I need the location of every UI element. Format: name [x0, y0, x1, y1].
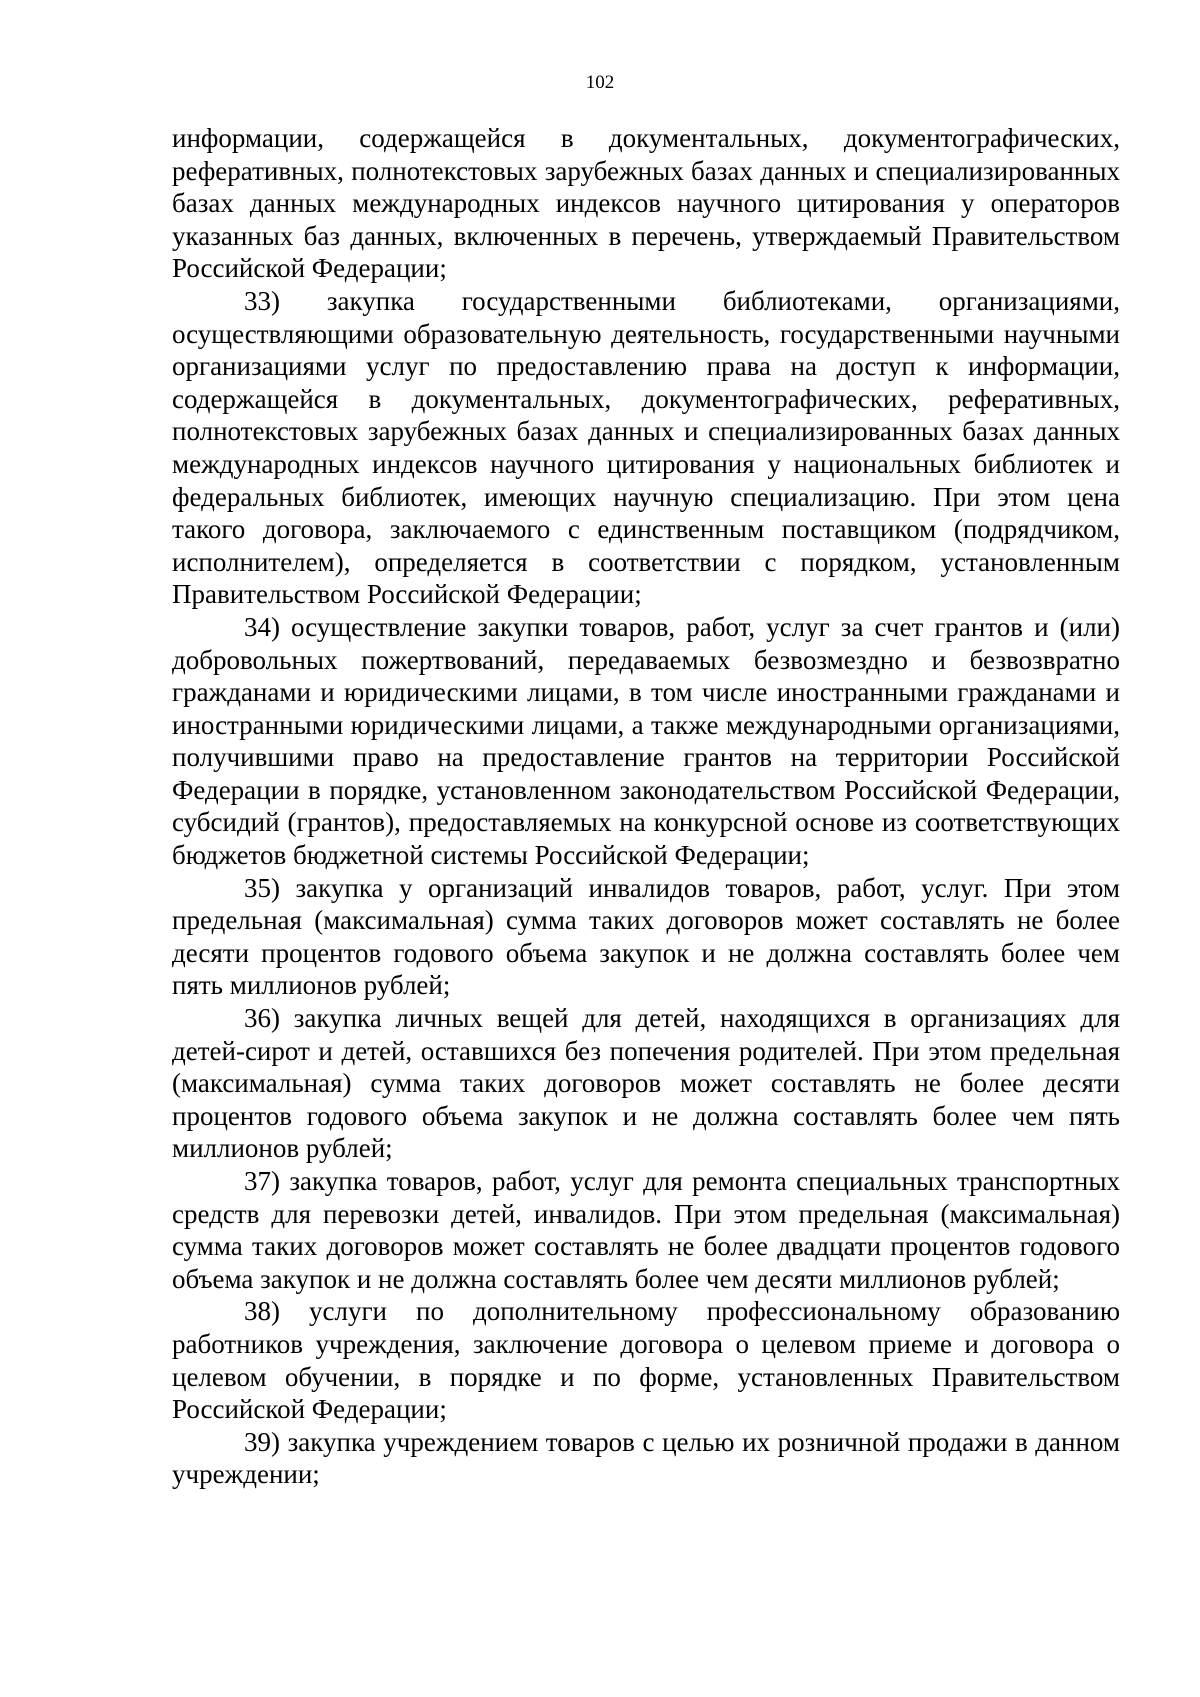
paragraph-item-37: 37) закупка товаров, работ, услуг для ремонта специальных транспортных средств для перевозки детей, инвалидов. При этом предельная (максимальная) сумма таких договоров может составлять не более двадцати процентов годового объема закупок и не должна составлять более чем десяти миллионов рублей; [172, 1166, 1120, 1294]
paragraph-item-39: 39) закупка учреждением товаров с целью их розничной продажи в данном учреждении; [172, 1426, 1120, 1490]
page-number: 102 [585, 72, 615, 93]
paragraph-continuation: информации, содержащейся в документальных, документографических, реферативных, полнотекстовых зарубежных базах данных и специализированных базах данных международных индексов научного цитирования у операторов указанных баз данных, включенных в перечень, утверждаемый Правительством Российской Федерации; [172, 123, 1120, 284]
paragraph-item-35: 35) закупка у организаций инвалидов товаров, работ, услуг. При этом предельная (максимальная) сумма таких договоров может составлять не более десяти процентов годового объема закупок и не должна составлять более чем пять миллионов рублей; [172, 872, 1120, 1001]
paragraph-item-34: 34) осуществление закупки товаров, работ, услуг за счет грантов и (или) добровольных пожертвований, передаваемых безвозмездно и безвозвратно гражданами и юридическими лицами, в том числе иностранными гражданами и иностранными юридическими лицами, а также международными организациями, получившими право на предоставление грантов на территории Российской Федерации в порядке, установленном законодательством Российской Федерации, субсидий (грантов), предоставляемых на конкурсной основе из соответствующих бюджетов бюджетной системы Российской Федерации; [172, 611, 1120, 871]
paragraph-item-36: 36) закупка личных вещей для детей, находящихся в организациях для детей-сирот и детей, оставшихся без попечения родителей. При этом предельная (максимальная) сумма таких договоров может составлять не более десяти процентов годового объема закупок и не должна составлять более чем пять миллионов рублей; [172, 1003, 1120, 1164]
paragraph-item-33: 33) закупка государственными библиотеками, организациями, осуществляющими образовательную деятельность, государственными научными организациями услуг по предоставлению права на доступ к информации, содержащейся в документальных, документографических, реферативных, полнотекстовых зарубежных базах данных и специализированных базах данных международных индексов научного цитирования у национальных библиотек и федеральных библиотек, имеющих научную специализацию. При этом цена такого договора, заключаемого с единственным поставщиком (подрядчиком, исполнителем), определяется в соответствии с порядком, установленным Правительством Российской Федерации; [172, 285, 1120, 610]
paragraph-item-38: 38) услуги по дополнительному профессиональному образованию работников учреждения, заключение договора о целевом приеме и договора о целевом обучении, в порядке и по форме, установленных Правительством Российской Федерации; [172, 1296, 1120, 1425]
document-body [172, 122, 1120, 1491]
